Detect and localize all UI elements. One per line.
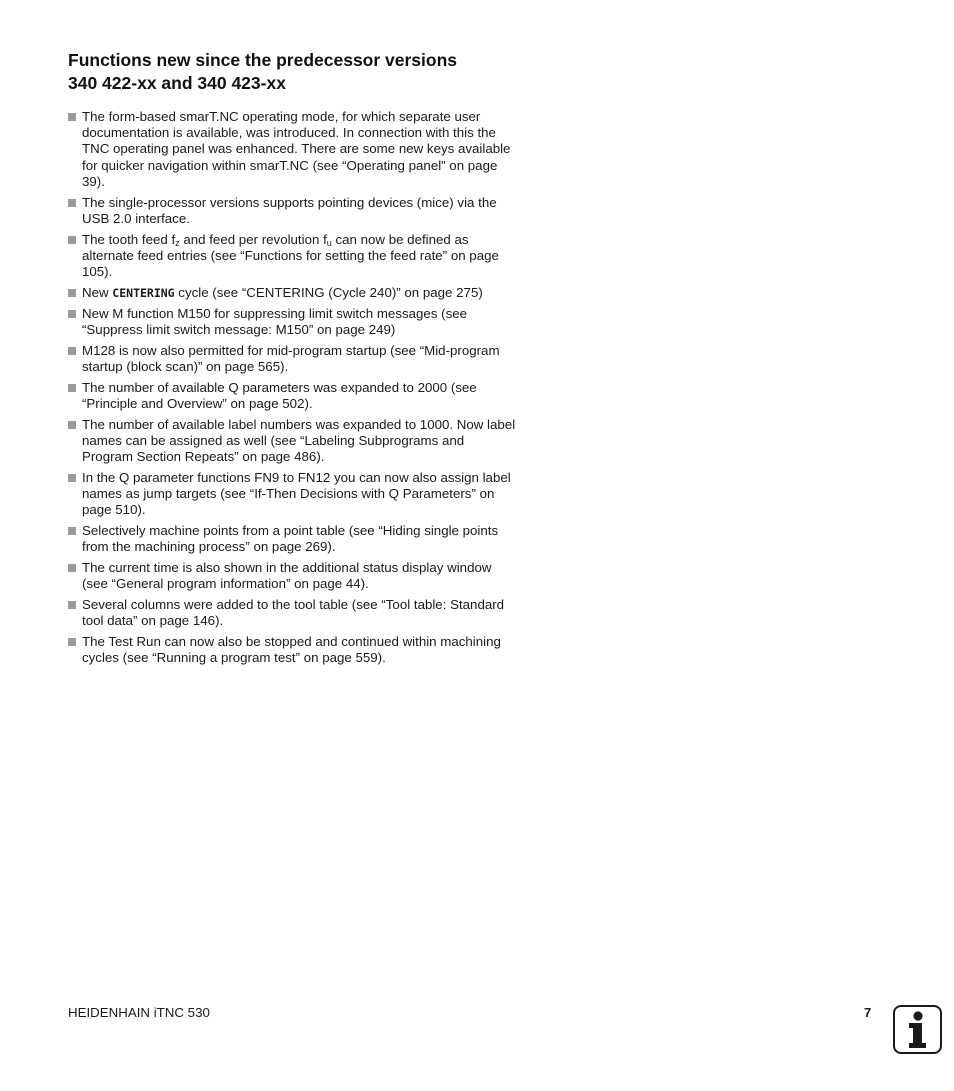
text-part: can now be defined as alternate feed entries (see “Functions for setting the feed rate” on page 105).: [82, 231, 499, 280]
text-part: and feed per revolution f: [179, 231, 327, 247]
info-icon: [893, 1005, 942, 1054]
footer-product-name: HEIDENHAIN iTNC 530: [68, 1005, 210, 1020]
list-item: [68, 195, 516, 227]
list-item: [68, 523, 516, 555]
list-item: [68, 343, 516, 375]
square-bullet-icon: [68, 236, 76, 244]
text-part: New: [82, 284, 113, 300]
list-item-text: Selectively machine points from a point table (see “Hiding single points from the machining process” on page 269).: [82, 523, 499, 555]
list-item: [68, 634, 516, 666]
list-item-text: Several columns were added to the tool table (see “Tool table: Standard tool data” on page 146).: [82, 597, 505, 629]
square-bullet-icon: [68, 310, 76, 318]
list-item: [68, 380, 516, 412]
square-bullet-icon: [68, 347, 76, 355]
list-item-text: The current time is also shown in the additional status display window (see “General program information” on page 44).: [82, 560, 492, 592]
square-bullet-icon: [68, 289, 76, 297]
code-keyword: CENTERING: [112, 285, 175, 300]
subscript: z: [175, 237, 180, 248]
list-item-text: [82, 285, 483, 300]
list-item: [68, 597, 516, 629]
square-bullet-icon: [68, 527, 76, 535]
square-bullet-icon: [68, 564, 76, 572]
list-item-text: The single-processor versions supports pointing devices (mice) via the USB 2.0 interface.: [82, 194, 497, 226]
list-item-text: [82, 232, 499, 279]
subscript: u: [326, 237, 332, 248]
page-number: 7: [864, 1005, 872, 1020]
square-bullet-icon: [68, 199, 76, 207]
list-item-text: The Test Run can now also be stopped and continued within machining cycles (see “Running a program test” on page 559).: [82, 634, 501, 666]
heading-line-1: Functions new since the predecessor versions: [68, 50, 458, 70]
list-item: [68, 560, 516, 592]
list-item-text: In the Q parameter functions FN9 to FN12 you can now also assign label names as jump targets (see “If-Then Decisions with Q Parameters” on page 510).: [82, 469, 511, 518]
list-item: [68, 285, 516, 301]
square-bullet-icon: [68, 601, 76, 609]
list-item-text: The form-based smarT.NC operating mode, for which separate user documentation is available, was introduced. In connection with this the TNC operating panel was enhanced. There are some new keys available for quicker navigation within smarT.NC (see “Operating panel” on page 39).: [82, 109, 511, 189]
list-item: [68, 232, 516, 281]
list-item: [68, 417, 516, 466]
square-bullet-icon: [68, 638, 76, 646]
square-bullet-icon: [68, 384, 76, 392]
list-item-text: New M function M150 for suppressing limit switch messages (see “Suppress limit switch message: M150” on page 249): [82, 305, 468, 337]
list-item-text: The number of available label numbers was expanded to 1000. Now label names can be assigned as well (see “Labeling Subprograms and Program Section Repeats” on page 486).: [82, 416, 516, 465]
list-item-text: The number of available Q parameters was expanded to 2000 (see “Principle and Overview” on page 502).: [82, 379, 477, 411]
feature-list: [68, 109, 516, 671]
text-part: The tooth feed f: [82, 231, 176, 247]
list-item-text: M128 is now also permitted for mid-program startup (see “Mid-program startup (block scan)” on page 565).: [82, 342, 500, 374]
square-bullet-icon: [68, 113, 76, 121]
info-glyph: [895, 1007, 940, 1052]
list-item: [68, 109, 516, 190]
section-heading: [68, 49, 538, 95]
heading-line-2: 340 422-xx and 340 423-xx: [68, 73, 286, 93]
square-bullet-icon: [68, 421, 76, 429]
list-item: [68, 306, 516, 338]
text-part: cycle (see “CENTERING (Cycle 240)” on page 275): [174, 284, 483, 300]
list-item: [68, 470, 516, 519]
square-bullet-icon: [68, 474, 76, 482]
